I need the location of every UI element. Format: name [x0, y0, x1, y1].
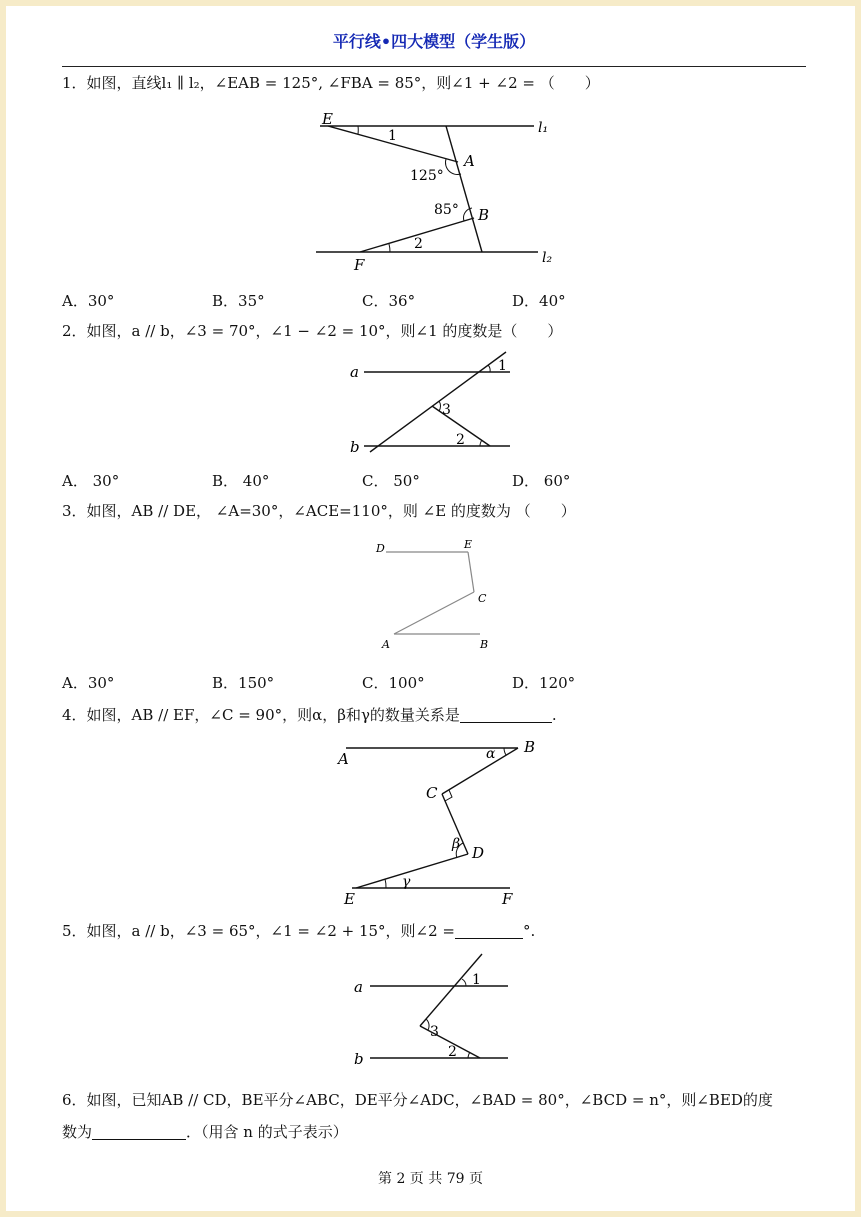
segment-BC: [442, 748, 518, 794]
segment-EC: [468, 552, 474, 592]
label-beta: β: [452, 836, 461, 852]
label-B: B: [478, 206, 490, 224]
label-a: a: [350, 363, 359, 381]
question-2-figure: [342, 346, 522, 458]
q1-option-c[interactable]: C．36°: [362, 292, 416, 310]
q6-answer-blank[interactable]: [92, 1123, 186, 1140]
question-6-line-2: [62, 1121, 348, 1143]
label-angle-3: 3: [442, 402, 451, 418]
label-angle-1: 1: [472, 972, 481, 988]
label-A: A: [382, 638, 390, 651]
page-sheet: [6, 6, 855, 1211]
label-angle-1: 1: [388, 128, 397, 144]
page-title: 平行线•四大模型（学生版）: [332, 32, 536, 51]
question-5-figure: [344, 950, 514, 1070]
segment-DE: [356, 854, 468, 888]
label-A: A: [338, 750, 349, 768]
label-angle-2: 2: [456, 432, 465, 448]
angle-2-arc: [480, 440, 482, 446]
q2-option-a[interactable]: A． 30°: [62, 472, 120, 490]
transversal-line: [370, 352, 506, 452]
question-4-figure: [326, 730, 546, 910]
transversal-line: [420, 954, 482, 1026]
label-alpha: α: [486, 746, 496, 762]
label-a: a: [354, 978, 363, 996]
angle-1-arc: [462, 979, 466, 986]
q3-option-b[interactable]: B．150°: [212, 674, 275, 692]
q6-prompt-start: 数为: [62, 1123, 93, 1141]
question-3-text: 3．如图，AB // DE， ∠A=30°，∠ACE=110°，则 ∠E 的度数为 （ ）: [62, 502, 576, 520]
q6-prompt-end: ．（用含 n 的式子表示）: [186, 1123, 348, 1141]
question-6-line-1: 6．如图，已知AB // CD，BE平分∠ABC，DE平分∠ADC，∠BAD = 80°，∠BCD = n°，则∠BED的度: [62, 1091, 773, 1109]
label-F: F: [502, 890, 513, 908]
label-125: 125°: [410, 168, 444, 184]
label-85: 85°: [434, 202, 459, 218]
q1-option-b[interactable]: B．35°: [212, 292, 265, 310]
q4-prompt: 4．如图，AB // EF，∠C = 90°，则α，β和γ的数量关系是: [62, 706, 460, 724]
label-B: B: [480, 638, 489, 651]
q5-prompt: 5．如图，a // b，∠3 = 65°，∠1 = ∠2 + 15°，则∠2 =: [62, 922, 456, 940]
q1-option-d[interactable]: D．40°: [512, 292, 566, 310]
label-angle-3: 3: [430, 1024, 439, 1040]
question-3-figure: [368, 536, 508, 656]
q4-answer-blank[interactable]: [460, 706, 552, 723]
label-B: B: [524, 738, 536, 756]
label-angle-2: 2: [448, 1044, 457, 1060]
q1-option-a[interactable]: A．30°: [62, 292, 115, 310]
angle-2-arc: [389, 244, 390, 252]
question-2-text: 2．如图，a // b，∠3 = 70°，∠1 − ∠2 = 10°，则∠1 的度数是（ ）: [62, 322, 563, 340]
label-angle-2: 2: [414, 236, 423, 252]
q3-option-c[interactable]: C．100°: [362, 674, 425, 692]
q4-end: .: [551, 706, 557, 724]
q2-option-b[interactable]: B． 40°: [212, 472, 270, 490]
angle-alpha-arc: [504, 748, 506, 755]
q2-option-d[interactable]: D． 60°: [512, 472, 571, 490]
angle-gamma-arc: [385, 879, 386, 888]
label-D: D: [472, 844, 485, 862]
label-b: b: [350, 438, 360, 456]
label-C: C: [426, 784, 438, 802]
label-b: b: [354, 1050, 364, 1068]
question-1-text: 1．如图，直线l₁ ∥ l₂，∠EAB = 125°, ∠FBA = 85°，则∠1 + ∠2 = （ ）: [62, 74, 600, 92]
label-A: A: [464, 152, 475, 170]
question-5-text: [62, 920, 535, 942]
angle-1-arc: [488, 365, 490, 372]
label-l2: l₂: [542, 250, 553, 266]
q5-answer-blank[interactable]: [455, 922, 523, 939]
label-C: C: [478, 592, 487, 605]
page-footer: 第 2 页 共 79 页: [378, 1171, 483, 1187]
label-F: F: [354, 256, 365, 274]
segment-CA: [394, 592, 474, 634]
angle-3-arc: [426, 1019, 429, 1030]
q2-option-c[interactable]: C． 50°: [362, 472, 420, 490]
question-1-figure: [306, 104, 566, 274]
page-header: [62, 28, 806, 67]
angle-3-arc: [439, 401, 441, 411]
q3-option-d[interactable]: D．120°: [512, 674, 576, 692]
label-E: E: [464, 538, 473, 551]
segment-AB-transversal: [446, 126, 482, 252]
label-l1: l₁: [538, 120, 549, 136]
label-E: E: [344, 890, 355, 908]
label-gamma: γ: [402, 874, 411, 890]
q5-end: °.: [523, 922, 536, 940]
question-4-text: [62, 704, 557, 726]
label-E: E: [322, 110, 333, 128]
label-D: D: [376, 542, 385, 555]
label-angle-1: 1: [498, 358, 507, 374]
q3-option-a[interactable]: A．30°: [62, 674, 115, 692]
angle-2-arc: [468, 1052, 470, 1058]
